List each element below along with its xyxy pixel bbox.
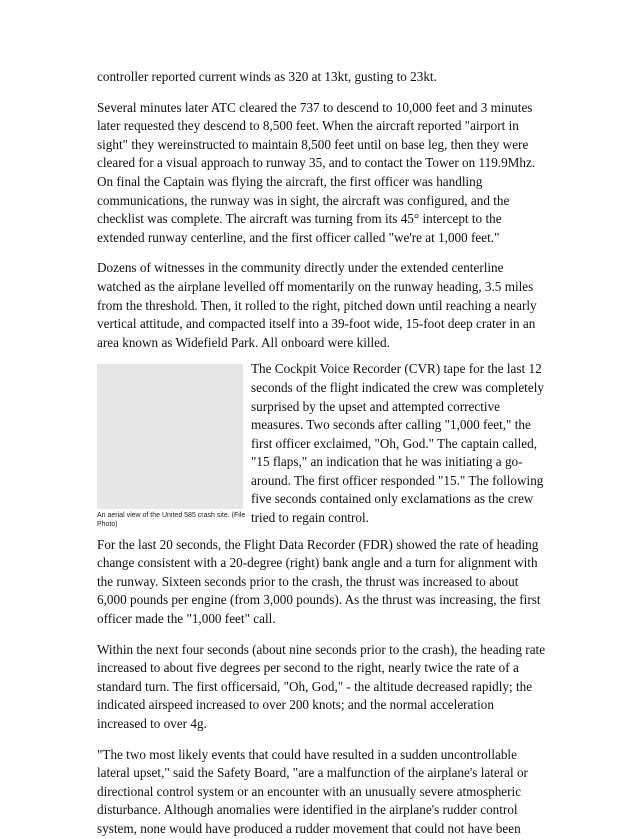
paragraph-safety-board: "The two most likely events that could have resulted in a sudden uncontrollable lateral upset," said the Safety Board, "are a malfunction of the airplane's lateral or directional control system or an encounter with an unusually severe atmospheric disturbance. Although anomalies were identified in the airplane's rudder control system, none would have produced a rudder movement that could not have been bbox=[97, 746, 528, 836]
paragraph-winds: controller reported current winds as 320 at 13kt, gusting to 23kt. bbox=[97, 69, 437, 84]
figure-caption: An aerial view of the United 585 crash site. (File Photo) bbox=[97, 512, 246, 529]
paragraph-approach: Several minutes later ATC cleared the 737 to descend to 10,000 feet and 3 minutes later requested they descend to 8,500 feet. When the aircraft reported "airport in sight" they wereinstructed to maintain 8,500 feet until on base leg, then they were cleared for a visual approach to runway 35, and to contact the Tower on 119.9Mhz. On final the Captain was flying the aircraft, the first officer was handling communications, the runway was in sight, the aircraft was configured, and the checklist was complete. The aircraft was turning from its 45° intercept to the extended runway centerline, and the first officer called "we're at 1,000 feet." bbox=[97, 99, 536, 245]
article-body bbox=[97, 68, 547, 839]
crash-site-photo bbox=[97, 364, 243, 509]
paragraph-cvr: The Cockpit Voice Recorder (CVR) tape for the last 12 seconds of the flight indicated the crew was completely surprised by the upset and attempted corrective measures. Two seconds after calling "1,000 feet," the first officer exclaimed, "Oh, God." The captain called, "15 flaps," an indication that he was initiating a go-around. The first officer responded "15." The following five seconds contained only exclamations as the crew tried to regain control. bbox=[251, 361, 544, 526]
paragraph-heading-rate: Within the next four seconds (about nine seconds prior to the crash), the heading rate increased to about five degrees per second to the right, nearly twice the rate of a standard turn. The first officersaid, "Oh, God," - the altitude decreased rapidly; the indicated airspeed increased to over 200 knots; and the normal acceleration increased to over 4g. bbox=[97, 641, 546, 731]
paragraph-fdr: For the last 20 seconds, the Flight Data Recorder (FDR) showed the rate of heading change consistent with a 20-degree (right) bank angle and a turn for alignment with the runway. Sixteen seconds prior to the crash, the thrust was increased to about 6,000 pounds per engine (from 3,000 pounds). As the thrust was increasing, the first officer made the "1,000 feet" call. bbox=[97, 536, 541, 627]
crash-site-figure bbox=[97, 364, 246, 529]
paragraph-witnesses: Dozens of witnesses in the community directly under the extended centerline watched as the airplane levelled off momentarily on the runway heading, 3.5 miles from the threshold. Then, it rolled to the right, pitched down until reaching a nearly vertical attitude, and compacted itself into a 39-foot wide, 15-foot deep crater in an area known as Widefield Park. All onboard were killed. bbox=[97, 260, 537, 350]
